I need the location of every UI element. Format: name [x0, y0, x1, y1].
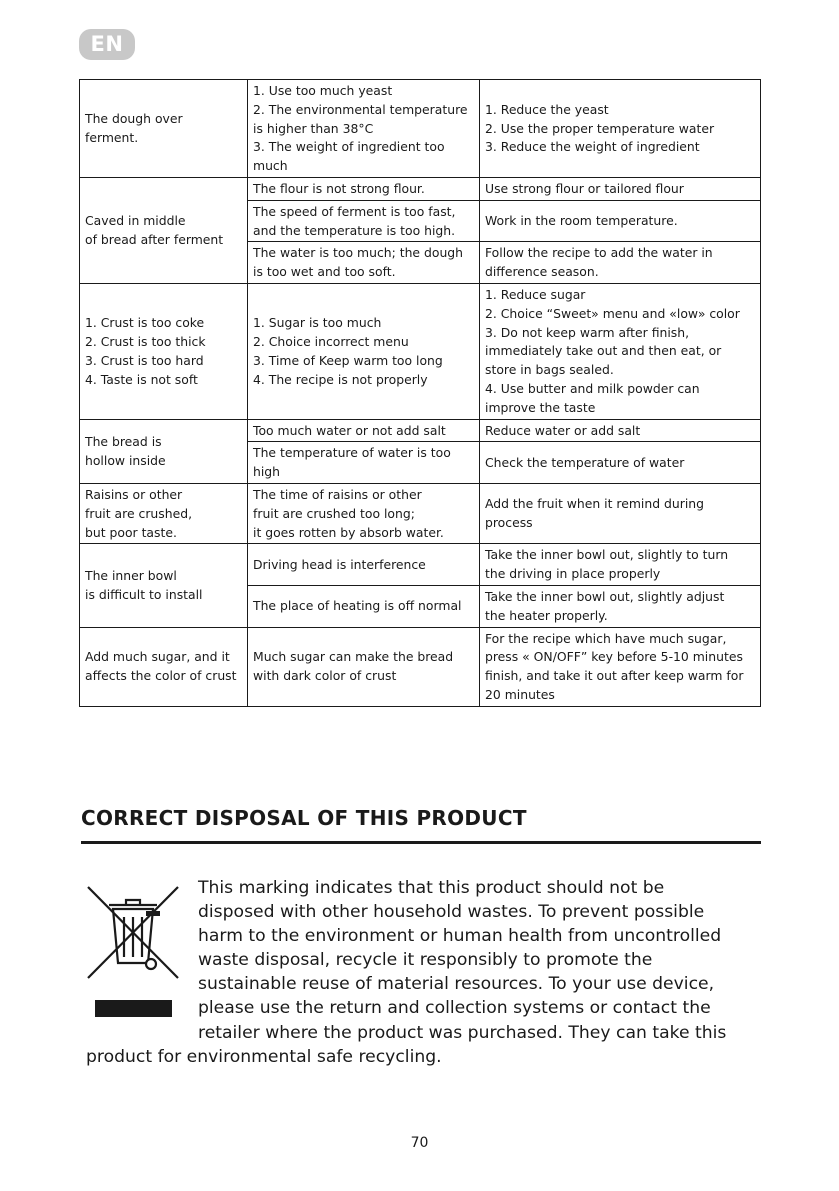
table-row	[80, 80, 761, 178]
problem-cell	[80, 419, 248, 483]
problem-cell-line: Raisins or other	[85, 486, 183, 502]
problem-cell	[80, 544, 248, 627]
solution-cell-line: press « ON/OFF” key before 5-10 minutes	[485, 649, 743, 665]
cause-cell	[248, 283, 480, 419]
solution-cell	[480, 483, 761, 543]
cause-cell	[248, 442, 480, 484]
problem-cell-line: of bread after ferment	[85, 231, 224, 247]
problem-cell-line: 4. Taste is not soft	[85, 371, 198, 387]
solution-cell	[480, 585, 761, 627]
cause-cell-line: Much sugar can make the bread	[253, 649, 454, 665]
page-number: 70	[410, 1135, 429, 1151]
cause-cell-line: much	[253, 158, 288, 174]
solution-cell-line: Use strong flour or tailored flour	[485, 180, 684, 196]
disposal-line: This marking indicates that this product should not be	[198, 878, 665, 898]
cause-cell-line: 4. The recipe is not properly	[253, 371, 428, 387]
table-row	[80, 627, 761, 706]
solution-cell	[480, 80, 761, 178]
problem-cell-line: The bread is	[85, 433, 162, 449]
cause-cell-line: 2. Choice incorrect menu	[253, 333, 409, 349]
solution-cell	[480, 177, 761, 200]
solution-cell-line: 3. Do not keep warm after finish,	[485, 324, 690, 340]
disposal-section-title: CORRECT DISPOSAL OF THIS PRODUCT	[81, 806, 527, 830]
disposal-line: waste disposal, recycle it responsibly to promote the	[198, 950, 653, 971]
language-badge: EN	[79, 29, 135, 60]
solution-cell-line: 2. Choice “Sweet» menu and «low» color	[485, 305, 740, 321]
cause-cell-line: The speed of ferment is too fast,	[253, 203, 456, 219]
table-row	[80, 177, 761, 200]
solution-cell	[480, 627, 761, 706]
cause-cell-line: is too wet and too soft.	[253, 264, 396, 280]
problem-cell	[80, 283, 248, 419]
cause-cell-line: 3. The weight of ingredient too	[253, 139, 445, 155]
table-row	[80, 544, 761, 586]
solution-cell-line: Work in the room temperature.	[485, 213, 678, 229]
cause-cell	[248, 419, 480, 442]
cause-cell	[248, 627, 480, 706]
cause-cell	[248, 80, 480, 178]
solution-cell-line: For the recipe which have much sugar,	[485, 630, 727, 646]
cause-cell-line: high	[253, 464, 281, 480]
solution-cell-line: store in bags sealed.	[485, 362, 614, 378]
solution-cell-line: Take the inner bowl out, slightly adjust	[485, 588, 725, 604]
cause-cell	[248, 544, 480, 586]
cause-cell-line: The temperature of water is too	[253, 445, 451, 461]
problem-cell-line: Add much sugar, and it	[85, 649, 230, 665]
solution-cell-line: the heater properly.	[485, 607, 608, 623]
table-row	[80, 419, 761, 442]
disposal-text	[86, 876, 766, 1069]
disposal-line: sustainable reuse of material resources. To your use device,	[198, 974, 715, 995]
problem-cell-line: but poor taste.	[85, 524, 177, 540]
cause-cell-line: The water is too much; the dough	[253, 245, 464, 261]
solution-cell-line: 4. Use butter and milk powder can	[485, 380, 700, 396]
problem-cell	[80, 177, 248, 283]
cause-cell-line: The flour is not strong flour.	[253, 180, 425, 196]
solution-cell-line: Follow the recipe to add the water in	[485, 245, 713, 261]
problem-cell-line: ferment.	[85, 129, 139, 145]
cause-cell	[248, 483, 480, 543]
solution-cell-line: Take the inner bowl out, slightly to turn	[485, 547, 729, 563]
solution-cell-line: Check the temperature of water	[485, 454, 685, 470]
solution-cell-line: Reduce water or add salt	[485, 422, 641, 438]
solution-cell-line: 20 minutes	[485, 686, 555, 702]
solution-cell-line: process	[485, 515, 533, 531]
cause-cell	[248, 200, 480, 242]
cause-cell	[248, 585, 480, 627]
disposal-line: harm to the environment or human health from uncontrolled	[198, 926, 722, 947]
cause-cell	[248, 242, 480, 284]
problem-cell	[80, 80, 248, 178]
solution-cell-line: 3. Reduce the weight of ingredient	[485, 139, 700, 155]
disposal-line: retailer where the product was purchased. They can take this	[198, 1022, 727, 1043]
cause-cell-line: and the temperature is too high.	[253, 222, 456, 238]
cause-cell-line: is higher than 38°C	[253, 120, 374, 136]
table-row	[80, 283, 761, 419]
disposal-line: please use the return and collection systems or contact the	[198, 998, 711, 1019]
solution-cell	[480, 544, 761, 586]
solution-cell-line: immediately take out and then eat, or	[485, 343, 722, 359]
solution-cell	[480, 283, 761, 419]
cause-cell-line: Too much water or not add salt	[253, 422, 446, 438]
cause-cell-line: it goes rotten by absorb water.	[253, 524, 444, 540]
problem-cell-line: 2. Crust is too thick	[85, 333, 206, 349]
disposal-line: disposed with other household wastes. To prevent possible	[198, 902, 705, 923]
cause-cell-line: fruit are crushed too long;	[253, 505, 415, 521]
cause-cell-line: The time of raisins or other	[253, 486, 422, 502]
disposal-line: product for environmental safe recycling.	[86, 1046, 442, 1067]
cause-cell-line: The place of heating is off normal	[253, 598, 462, 614]
solution-cell-line: difference season.	[485, 264, 599, 280]
solution-cell-line: 1. Reduce the yeast	[485, 101, 609, 117]
solution-cell-line: finish, and take it out after keep warm for	[485, 668, 744, 684]
problem-cell-line: fruit are crushed,	[85, 505, 193, 521]
solution-cell	[480, 442, 761, 484]
problem-cell-line: The inner bowl	[85, 568, 177, 584]
problem-cell-line: is difficult to install	[85, 586, 203, 602]
problem-cell-line: Caved in middle	[85, 213, 186, 229]
cause-cell-line: 2. The environmental temperature	[253, 101, 468, 117]
solution-cell-line: Add the fruit when it remind during	[485, 496, 704, 512]
solution-cell-line: 2. Use the proper temperature water	[485, 120, 715, 136]
title-divider	[81, 841, 761, 844]
cause-cell-line: Driving head is interference	[253, 556, 426, 572]
cause-cell	[248, 177, 480, 200]
problem-cell-line: 3. Crust is too hard	[85, 352, 204, 368]
solution-cell	[480, 242, 761, 284]
solution-cell-line: the driving in place properly	[485, 566, 661, 582]
solution-cell	[480, 200, 761, 242]
problem-cell-line: affects the color of crust	[85, 668, 237, 684]
cause-cell-line: 3. Time of Keep warm too long	[253, 352, 443, 368]
problem-cell-line: The dough over	[85, 111, 183, 127]
problem-cell-line: 1. Crust is too coke	[85, 315, 205, 331]
solution-cell	[480, 419, 761, 442]
solution-cell-line: improve the taste	[485, 399, 596, 415]
table-row	[80, 483, 761, 543]
cause-cell-line: 1. Sugar is too much	[253, 315, 382, 331]
problem-cell	[80, 627, 248, 706]
cause-cell-line: 1. Use too much yeast	[253, 83, 393, 98]
problem-cell-line: hollow inside	[85, 452, 166, 468]
troubleshooting-table	[79, 79, 761, 707]
cause-cell-line: with dark color of crust	[253, 668, 397, 684]
problem-cell	[80, 483, 248, 543]
solution-cell-line: 1. Reduce sugar	[485, 286, 586, 302]
